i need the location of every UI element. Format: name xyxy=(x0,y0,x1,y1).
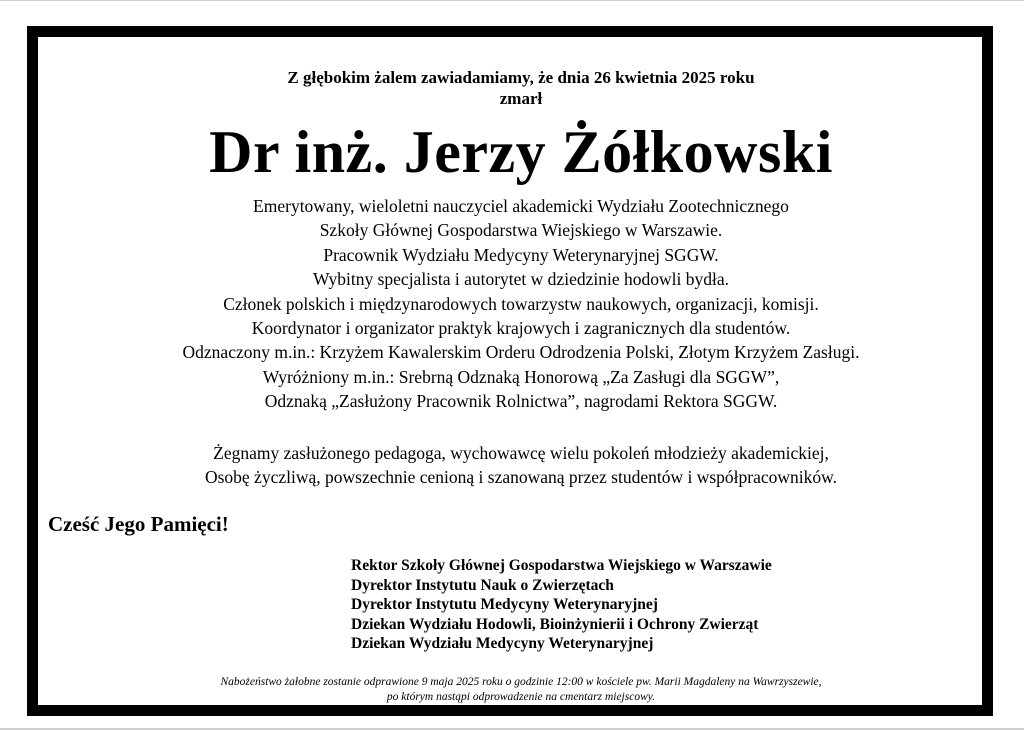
biography xyxy=(38,194,1004,414)
memory-tribute: Cześć Jego Pamięci! xyxy=(48,512,229,536)
farewell-line: Żegnamy zasłużonego pedagoga, wychowawcę wielu pokoleń młodzieży akademickiej, xyxy=(213,443,829,463)
service-note-line: Nabożeństwo żałobne zostanie odprawione 9 maja 2025 roku o godzinie 12:00 w kościele pw. Marii Magdaleny na Wawrzyszewie, xyxy=(220,676,822,688)
signatories xyxy=(351,556,772,654)
signatory: Dziekan Wydziału Medycyny Weterynaryjnej xyxy=(351,635,654,653)
bio-line: Odznaczony m.in.: Krzyżem Kawalerskim Orderu Odrodzenia Polski, Złotym Krzyżem Zasługi. xyxy=(182,342,860,363)
service-note-line: po którym nastąpi odprowadzenie na cmentarz miejscowy. xyxy=(386,690,656,703)
deceased-name: Dr inż. Jerzy Żółkowski xyxy=(209,119,833,185)
bio-line: Szkoły Głównej Gospodarstwa Wiejskiego w Warszawie. xyxy=(319,220,723,241)
bio-line: Koordynator i organizator praktyk krajowych i zagranicznych dla studentów. xyxy=(251,318,791,339)
announcement xyxy=(38,67,1004,109)
obituary-frame xyxy=(27,26,993,716)
bio-line: Członek polskich i międzynarodowych towarzystw naukowych, organizacji, komisji. xyxy=(223,293,819,314)
signatory: Rektor Szkoły Głównej Gospodarstwa Wiejskiego w Warszawie xyxy=(351,557,772,574)
farewell xyxy=(38,441,1004,490)
bio-line: Odznaką „Zasłużony Pracownik Rolnictwa”, nagrodami Rektora SGGW. xyxy=(264,391,778,412)
signatory: Dziekan Wydziału Hodowli, Bioinżynierii i Ochrony Zwierząt xyxy=(351,615,759,633)
funeral-service-note xyxy=(38,675,1004,704)
bio-line: Wyróżniony m.in.: Srebrną Odznaką Honorową „Za Zasługi dla SGGW”, xyxy=(262,366,780,387)
announcement-line: zmarł xyxy=(499,89,543,108)
announcement-line: Z głębokim żalem zawiadamiamy, że dnia 26 kwietnia 2025 roku xyxy=(287,68,755,87)
signatory: Dyrektor Instytutu Medycyny Weterynaryjnej xyxy=(351,596,658,614)
bio-line: Wybitny specjalista i autorytet w dziedzinie hodowli bydła. xyxy=(313,269,729,290)
page-edge-top xyxy=(0,0,1024,1)
signatory: Dyrektor Instytutu Nauk o Zwierzętach xyxy=(351,576,614,594)
bio-line: Emerytowany, wieloletni nauczyciel akademicki Wydziału Zootechnicznego xyxy=(253,196,789,216)
farewell-line: Osobę życzliwą, powszechnie cenioną i szanowaną przez studentów i współpracowników. xyxy=(204,467,838,488)
bio-line: Pracownik Wydziału Medycyny Weterynaryjnej SGGW. xyxy=(323,244,719,265)
